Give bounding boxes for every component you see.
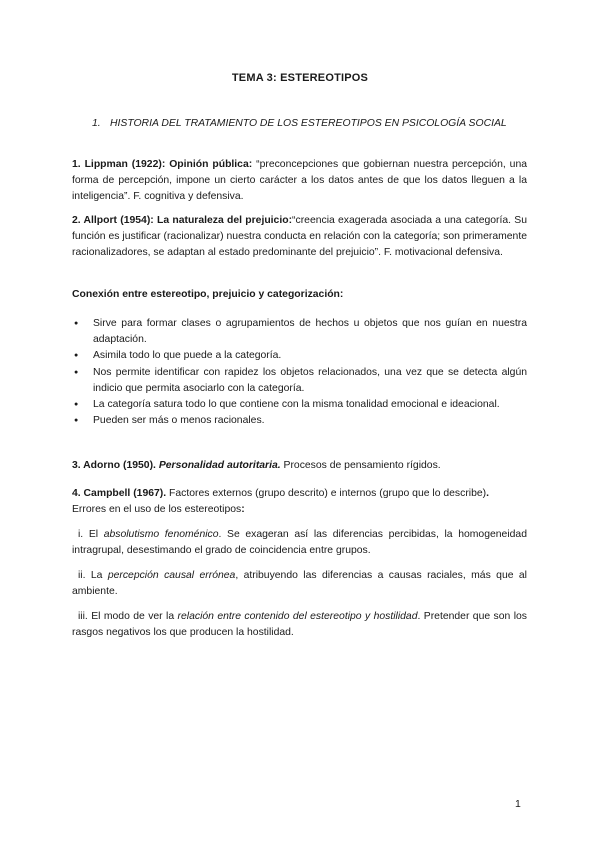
error-item-3 — [72, 609, 527, 641]
list-item: ● Pueden ser más o menos racionales. — [72, 413, 527, 429]
error-prefix: iii. El modo de ver la — [78, 611, 178, 622]
list-item: ● Sirve para formar clases o agrupamientos de hechos u objetos que nos guían en nuestra adaptación. — [72, 316, 527, 348]
error-text: . Pretender que son los rasgos negativos los que producen la hostilidad. — [72, 611, 527, 639]
adorno-label: 3. Adorno (1950). — [72, 460, 156, 471]
paragraph-adorno — [72, 458, 527, 474]
error-item-2 — [72, 568, 527, 600]
list-item: ● Nos permite identificar con rapidez los objetos relacionados, una vez que se detecta algún indicio que permita asociarlo con la categoría. — [72, 365, 527, 397]
list-item: ● La categoría satura todo lo que contiene con la misma tonalidad emocional e ideacional. — [72, 397, 527, 413]
paragraph-lippman — [72, 157, 527, 206]
paragraph-allport — [72, 213, 527, 262]
campbell-text: Factores externos (grupo descrito) e internos (grupo que lo describe) — [166, 488, 487, 499]
campbell-dot: . — [486, 488, 489, 499]
error-item-1 — [72, 527, 527, 559]
allport-text: “creencia exagerada asociada a una categoría. Su función es justificar (racionalizar) nuestra conducta en relación con la categoría; son primeramente racionalizadores, se adaptan al estado predominante del prejuicio”. F. motivacional defensiva. — [72, 215, 528, 259]
page-number: 1 — [515, 798, 521, 810]
campbell-label: 4. Campbell (1967). — [72, 488, 167, 499]
campbell-colon: : — [241, 504, 245, 516]
allport-label: 2. Allport (1954): La naturaleza del prejuicio: — [72, 215, 293, 226]
section-number: 1. — [92, 118, 101, 129]
error-italic: relación entre contenido del estereotipo y hostilidad — [177, 611, 418, 622]
conexion-list — [72, 316, 527, 429]
error-italic: percepción causal errónea — [107, 570, 236, 581]
list-item: ● Asimila todo lo que puede a la categoría. — [72, 348, 527, 364]
error-text: , atribuyendo las diferencias a causas raciales, más que al ambiente. — [72, 570, 527, 598]
section-heading-1 — [92, 116, 527, 132]
error-text: . Se exageran así las diferencias percibidas, la homogeneidad intragrupal, desestimando el grado de coincidencia entre grupos. — [72, 529, 527, 557]
adorno-text: Procesos de pensamiento rígidos. — [280, 460, 441, 471]
page-title: TEMA 3: ESTEREOTIPOS — [231, 72, 369, 84]
lippman-label: 1. Lippman (1922): Opinión pública: — [72, 159, 253, 170]
error-italic: absolutismo fenoménico — [103, 529, 219, 540]
conexion-list-block — [72, 316, 527, 429]
error-prefix: ii. La — [78, 570, 108, 581]
campbell-errors-intro: Errores en el uso de los estereotipos — [72, 504, 242, 516]
lippman-text: “preconcepciones que gobiernan nuestra percepción, una forma de percepción, impone un cierto carácter a los datos antes de que los datos lleguen a la inteligencia”. F. cognitiva y defensiva. — [72, 159, 527, 203]
error-prefix: i. El — [78, 529, 104, 540]
conexion-heading: Conexión entre estereotipo, prejuicio y categorización: — [72, 289, 344, 300]
paragraph-campbell — [72, 486, 527, 518]
adorno-italic: Personalidad autoritaria. — [158, 460, 281, 471]
section-heading-text: HISTORIA DEL TRATAMIENTO DE LOS ESTEREOTIPOS EN PSICOLOGÍA SOCIAL — [110, 118, 507, 129]
